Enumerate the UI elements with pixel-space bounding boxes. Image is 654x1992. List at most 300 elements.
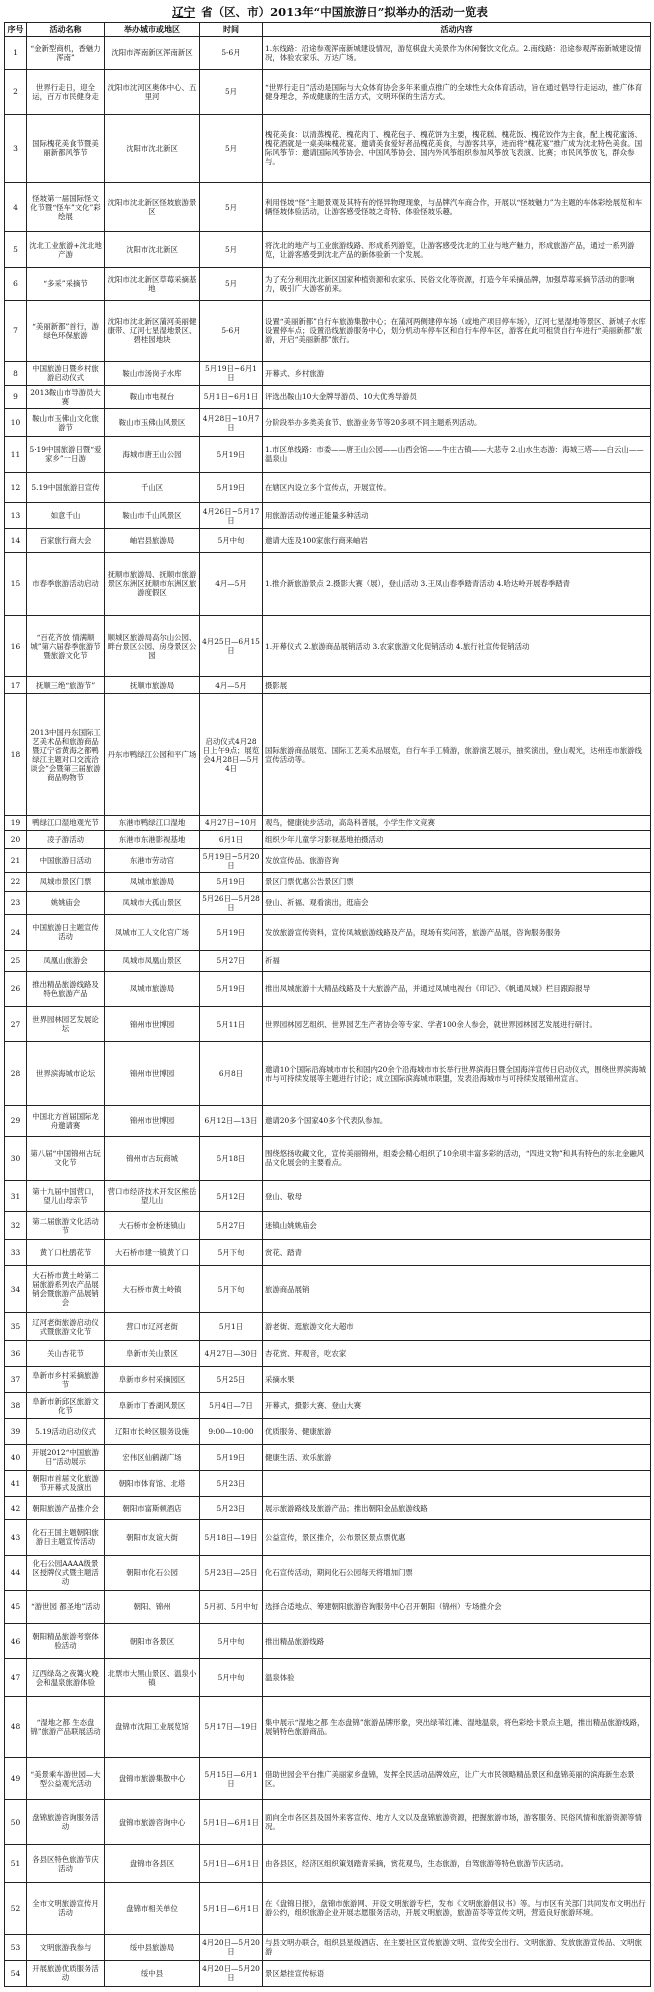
cell-city: 抚顺市旅游局: [105, 677, 200, 693]
cell-content: 温泉体验: [263, 1659, 651, 1697]
table-row: [5, 915, 651, 950]
cell-content: [263, 1470, 651, 1496]
cell-no: 14: [5, 529, 27, 553]
cell-time: 5月19日: [200, 1444, 263, 1470]
cell-no: 41: [5, 1470, 27, 1496]
cell-city: 朝阳市富斯顿酒店: [105, 1496, 200, 1520]
cell-activity-name: “百花齐放 情满顺城”第六届春季旅游节暨旅游文化节: [27, 616, 105, 677]
cell-time: 5月23日: [200, 1470, 263, 1496]
cell-activity-name: 关山杏花节: [27, 1341, 105, 1367]
cell-no: 50: [5, 1800, 27, 1845]
cell-time: 5月: [200, 114, 263, 182]
cell-activity-name: 怪坡第一届国际怪文化节暨“怪车”文化”彩绘展: [27, 183, 105, 232]
cell-no: 16: [5, 616, 27, 677]
cell-activity-name: 第十九届中国营口，望儿山母亲节: [27, 1181, 105, 1212]
cell-time: 5月19日~6月1日: [200, 361, 263, 385]
cell-time: 5月: [200, 183, 263, 232]
table-row: [5, 1211, 651, 1239]
cell-time: 4月—5月: [200, 677, 263, 693]
cell-activity-name: 凌子游活动: [27, 830, 105, 849]
table-row: [5, 950, 651, 971]
cell-activity-name: 大石桥市黄土岭第二届旅游系列农产品展销会暨旅游产品展销会: [27, 1266, 105, 1313]
cell-time: 5月19日: [200, 437, 263, 472]
cell-city: 鞍山市电视台: [105, 385, 200, 409]
table-row: [5, 300, 651, 361]
cell-no: 9: [5, 385, 27, 409]
cell-content: 摄影展: [263, 677, 651, 693]
cell-time: 5月18日: [200, 1136, 263, 1181]
cell-city: 凤城市旅游局: [105, 971, 200, 1006]
cell-activity-name: 开展2012“中国旅游日”活动展示: [27, 1444, 105, 1470]
cell-activity-name: 国际槐花美食节暨美丽新都风筝节: [27, 114, 105, 182]
cell-city: 盘锦市各县区: [105, 1845, 200, 1883]
cell-content: 1.推介新旅游景点 2.摄影大赛（展），登山活动 3.王凤山春季踏青活动 4.哈达岭开展春季踏青: [263, 552, 651, 616]
cell-activity-name: 各县区特色旅游节庆活动: [27, 1845, 105, 1883]
cell-activity-name: 中国旅游日主题宣传活动: [27, 915, 105, 950]
cell-no: 10: [5, 409, 27, 437]
cell-content: 景区悬挂宣传标语: [263, 1960, 651, 1986]
table-row: [5, 183, 651, 232]
cell-activity-name: 阜新市乡村采摘旅游节: [27, 1367, 105, 1393]
cell-content: 登山、敬母: [263, 1181, 651, 1212]
table-row: [5, 1520, 651, 1555]
cell-activity-name: 抚顺三绝“旅游节”: [27, 677, 105, 693]
cell-activity-name: 沈北工业旅游+沈北地产游: [27, 232, 105, 267]
cell-content: 邀请20多个国家40多个代表队参加。: [263, 1105, 651, 1136]
cell-time: 5月26日—5月28日: [200, 891, 263, 915]
cell-activity-name: “美景乘车游世园—大型公益观光活动: [27, 1758, 105, 1800]
table-row: [5, 677, 651, 693]
cell-time: 5月23日: [200, 1496, 263, 1520]
cell-content: 1.开幕仪式 2.旅游商品展销活动 3.农家旅游文化促销活动 4.旅行社宣传促销活动: [263, 616, 651, 677]
cell-city: 朝阳市友谊大街: [105, 1520, 200, 1555]
cell-city: 顺城区旅游局高尔山公园、畔台景区公园、房身景区公园: [105, 616, 200, 677]
cell-city: 沈阳市沈北新区草莓采摘基地: [105, 267, 200, 300]
table-row: [5, 1800, 651, 1845]
cell-time: 5月下旬: [200, 1266, 263, 1313]
cell-content: 公益宣传，景区推介，公布景区景点票优惠: [263, 1520, 651, 1555]
cell-activity-name: “美丽新都”首行，游绿色环保旅游: [27, 300, 105, 361]
cell-no: 37: [5, 1367, 27, 1393]
cell-content: 由各县区，经济区组织策划踏青采摘，赏花观鸟，生态旅游，自驾旅游等特色旅游节庆活动。: [263, 1845, 651, 1883]
cell-no: 27: [5, 1007, 27, 1042]
cell-content: 健康生活、欢乐旅游: [263, 1444, 651, 1470]
cell-content: 围绕悠扬收藏文化，宣传美丽锦州，组委会精心组织了10余项丰富多彩的活动，“四进文物”和具有特色的东北金融风品文化展会的主要看点。: [263, 1136, 651, 1181]
cell-content: 杏花赏、拜观音，吃农家: [263, 1341, 651, 1367]
cell-city: 大石桥市金桥迷镇山: [105, 1211, 200, 1239]
cell-activity-name: 化石公园AAAA级景区授牌仪式暨主题活动: [27, 1555, 105, 1590]
cell-activity-name: “游世园 都圣地”活动: [27, 1590, 105, 1623]
cell-no: 46: [5, 1623, 27, 1658]
cell-no: 33: [5, 1240, 27, 1266]
cell-no: 11: [5, 437, 27, 472]
cell-content: 发放宣传品、旅游咨询: [263, 849, 651, 873]
table-row: [5, 1882, 651, 1934]
cell-city: 海城市唐王山公园: [105, 437, 200, 472]
cell-activity-name: 中国北方首届国际龙舟邀请赛: [27, 1105, 105, 1136]
cell-no: 1: [5, 37, 27, 70]
table-row: [5, 1393, 651, 1419]
cell-content: 评选出鞍山10大金牌导游员、10大优秀导游员: [263, 385, 651, 409]
cell-no: 36: [5, 1341, 27, 1367]
cell-content: 邀请10个国际沿海城市市长和国内20余个沿海城市市长举行世界滨海日暨全国海洋宣传日启动仪式，围绕世界滨海城市与可持续发展等主题进行讨论；成立国际滨海城市联盟，发表沿海城市与可持续发展锦州宣言。: [263, 1042, 651, 1106]
cell-no: 29: [5, 1105, 27, 1136]
cell-city: 锦州市古玩商城: [105, 1136, 200, 1181]
title-text: 省（区、市）2013年“中国旅游日”拟举办的活动一览表: [201, 5, 488, 19]
table-row: [5, 37, 651, 70]
cell-time: 6月12日—13日: [200, 1105, 263, 1136]
table-row: [5, 1444, 651, 1470]
cell-city: 抚顺市旅游局、抚顺市旅游景区东洲区抚顺市东洲区旅游度假区: [105, 552, 200, 616]
cell-time: 5月12日: [200, 1181, 263, 1212]
cell-activity-name: 凤凰山旅游会: [27, 950, 105, 971]
table-row: [5, 529, 651, 553]
cell-city: 绥中县: [105, 1960, 200, 1986]
cell-time: 5月17日—19日: [200, 1696, 263, 1757]
cell-city: 大石桥市建一镇黄丫口: [105, 1240, 200, 1266]
table-row: [5, 267, 651, 300]
cell-content: 用旅游活动传递正能量多种活动: [263, 503, 651, 529]
cell-activity-name: 盘锦旅游咨询服务活动: [27, 1800, 105, 1845]
cell-city: 鞍山市汤岗子水库: [105, 361, 200, 385]
cell-activity-name: 朝阳市首届文化旅游节开幕式及演出: [27, 1470, 105, 1496]
cell-no: 38: [5, 1393, 27, 1419]
cell-activity-name: 阜新市新邱区旅游文化节: [27, 1393, 105, 1419]
cell-city: 东港市东港影视基地: [105, 830, 200, 849]
table-row: [5, 1367, 651, 1393]
cell-city: 沈阳市沈北新区怪坡旅游景区: [105, 183, 200, 232]
cell-content: 游老街、逛旅游文化大超市: [263, 1313, 651, 1341]
cell-no: 26: [5, 971, 27, 1006]
cell-activity-name: 如意千山: [27, 503, 105, 529]
cell-time: 4月28日~10月7日: [200, 409, 263, 437]
cell-content: 推出精品旅游线路: [263, 1623, 651, 1658]
cell-no: 35: [5, 1313, 27, 1341]
cell-city: 盘锦市沈阳工业展览馆: [105, 1696, 200, 1757]
cell-content: 世界园林园艺组织、世界园艺生产者协会等专家、学者100余人参会，就世界园林园艺发展进行研讨。: [263, 1007, 651, 1042]
cell-activity-name: 第八届“中国锦州古玩文化节: [27, 1136, 105, 1181]
cell-no: 18: [5, 693, 27, 815]
cell-content: 为了充分利用沈北新区国家种植资源和农家乐、民俗文化等资源，打造今年采摘品牌，加强草莓采摘节活动的影响力，吸引广大游客前来。: [263, 267, 651, 300]
cell-activity-name: 世界园林园艺发展论坛: [27, 1007, 105, 1042]
cell-no: 44: [5, 1555, 27, 1590]
cell-content: 面向全市各区县及国外来客宣传、地方人文以及盘锦旅游资源，把握旅游市场，游客服务、民俗风情和旅游资源等情况。: [263, 1800, 651, 1845]
table-row: [5, 1960, 651, 1986]
cell-content: “世界行走日”活动是国际与大众体育协会多年来重点推广的全球性大众体育活动，旨在通过倡导行走运动，推广体育健身理念，养成健康的生活方式，文明环保的生活方式。: [263, 69, 651, 114]
header-time: 时间: [200, 23, 263, 37]
cell-city: 沈阳市沈河区奥体中心、五里河: [105, 69, 200, 114]
cell-time: 4月26日~5月17日: [200, 503, 263, 529]
cell-no: 8: [5, 361, 27, 385]
cell-time: 5月27日: [200, 950, 263, 971]
cell-no: 51: [5, 1845, 27, 1883]
cell-city: 盘锦市旅游集散中心: [105, 1758, 200, 1800]
header-activity-name: 活动名称: [27, 23, 105, 37]
cell-activity-name: 鸭绿江口湿地观光节: [27, 816, 105, 830]
cell-time: 5月1日: [200, 1313, 263, 1341]
province-name: 辽宁: [172, 5, 196, 19]
cell-no: 48: [5, 1696, 27, 1757]
table-row: [5, 1934, 651, 1960]
table-row: [5, 1240, 651, 1266]
cell-time: 5月: [200, 69, 263, 114]
cell-city: 盘锦市相关单位: [105, 1882, 200, 1934]
cell-no: 24: [5, 915, 27, 950]
table-row: [5, 361, 651, 385]
cell-activity-name: 中国旅游日暨乡村旅游启动仪式: [27, 361, 105, 385]
cell-time: 4月—5月: [200, 552, 263, 616]
cell-activity-name: 鞍山市玉佛山文化旅游节: [27, 409, 105, 437]
cell-city: 鞍山市千山风景区: [105, 503, 200, 529]
page-title: [0, 3, 654, 21]
table-row: [5, 1496, 651, 1520]
table-row: [5, 1266, 651, 1313]
cell-time: 5-6月: [200, 300, 263, 361]
cell-no: 54: [5, 1960, 27, 1986]
cell-city: 营口市辽河老街: [105, 1313, 200, 1341]
cell-content: 观鸟，健康徒步活动，高岛科普展，小学生作文竞赛: [263, 816, 651, 830]
cell-no: 17: [5, 677, 27, 693]
cell-time: 5月11日: [200, 1007, 263, 1042]
cell-activity-name: 姚姚庙会: [27, 891, 105, 915]
table-row: [5, 830, 651, 849]
cell-activity-name: 凤城市景区门票: [27, 872, 105, 891]
cell-time: 5月: [200, 267, 263, 300]
table-row: [5, 232, 651, 267]
cell-content: 登山、祈福、观看演出，逛庙会: [263, 891, 651, 915]
cell-time: 5月19日: [200, 915, 263, 950]
cell-activity-name: “金新型商机，香魅力浑南”: [27, 37, 105, 70]
cell-city: 东港市劳动官: [105, 849, 200, 873]
cell-no: 2: [5, 69, 27, 114]
cell-activity-name: 推出精品旅游线路及特色旅游产品: [27, 971, 105, 1006]
header-no: 序号: [5, 23, 27, 37]
cell-time: 启动仪式4月28日上午9点；展览会4月28日—5月4日: [200, 693, 263, 815]
cell-no: 5: [5, 232, 27, 267]
cell-city: 大石桥市黄土岭镇: [105, 1266, 200, 1313]
cell-content: 选择合适地点、筹建朝阳旅游咨询服务中心召开朝阳（锦州）专场推介会: [263, 1590, 651, 1623]
cell-time: 5月23日—25日: [200, 1555, 263, 1590]
cell-city: 东港市鸭绿江口湿地: [105, 816, 200, 830]
cell-activity-name: 全市文明旅游宣传月活动: [27, 1882, 105, 1934]
table-row: [5, 1470, 651, 1496]
cell-city: 朝阳市化石公园: [105, 1555, 200, 1590]
cell-city: 鞍山市玉佛山风景区: [105, 409, 200, 437]
cell-time: 5月中旬: [200, 529, 263, 553]
cell-activity-name: 5.19中国旅游日宣传: [27, 472, 105, 503]
cell-city: 锦州市世博园: [105, 1007, 200, 1042]
cell-time: 5月1日~6月1日: [200, 385, 263, 409]
cell-activity-name: 2013鞍山市导游员大赛: [27, 385, 105, 409]
table-row: [5, 616, 651, 677]
cell-time: 4月27日~10月: [200, 816, 263, 830]
cell-activity-name: “多采”采摘节: [27, 267, 105, 300]
table-row: [5, 114, 651, 182]
cell-no: 32: [5, 1211, 27, 1239]
header-city: 举办城市或地区: [105, 23, 200, 37]
cell-activity-name: 世界滨海城市论坛: [27, 1042, 105, 1106]
cell-time: 4月20日—5月20日: [200, 1934, 263, 1960]
cell-no: 49: [5, 1758, 27, 1800]
cell-content: 开幕式、乡村旅游: [263, 361, 651, 385]
cell-content: 1.市区单线路：市委——唐王山公园——山西会馆——牛庄古镇——大悲寺 2.山水生态游：海城三塔——白云山——温泉山: [263, 437, 651, 472]
cell-activity-name: 辽河老街旅游启动仪式暨旅游文化节: [27, 1313, 105, 1341]
table-row: [5, 472, 651, 503]
cell-time: 5月19日: [200, 872, 263, 891]
cell-content: 旅游商品展销: [263, 1266, 651, 1313]
table-row: [5, 385, 651, 409]
cell-city: 锦州市世博园: [105, 1105, 200, 1136]
cell-city: 千山区: [105, 472, 200, 503]
table-row: [5, 69, 651, 114]
cell-content: 集中展示“湿地之都 生态盘锦”旅游品牌形象，突出绿苇红滩、湿地温泉，将色彩绘卡景点主题，推出精品旅游线路，展销特色旅游商品。: [263, 1696, 651, 1757]
cell-time: 5月初、5月中旬: [200, 1590, 263, 1623]
cell-no: 34: [5, 1266, 27, 1313]
cell-activity-name: 朝阳精品旅游考察体验活动: [27, 1623, 105, 1658]
cell-content: 赏花、踏青: [263, 1240, 651, 1266]
table-row: [5, 891, 651, 915]
cell-no: 30: [5, 1136, 27, 1181]
cell-activity-name: 开展旅游优质服务活动: [27, 1960, 105, 1986]
cell-activity-name: 化石王国主题朝阳旅游日主题宣传活动: [27, 1520, 105, 1555]
cell-content: 迷镇山姚姚庙会: [263, 1211, 651, 1239]
cell-city: 沈阳市沈北新区: [105, 232, 200, 267]
cell-content: 利用怪坡“怪”主题景观及其特有的怪异物理现象，与品牌汽车商合作，开展以“怪坡魅力”为主题的车体彩绘展览和车辆怪坡体验活动，让游客感受怪坡之奇特、体验怪坡乐趣。: [263, 183, 651, 232]
cell-content: 分阶段举办多类美食节、旅游业务节等20多项不同主题系列活动。: [263, 409, 651, 437]
cell-time: 5月1日—6月1日: [200, 1845, 263, 1883]
cell-time: 4月25日—6月15日: [200, 616, 263, 677]
cell-no: 53: [5, 1934, 27, 1960]
cell-no: 3: [5, 114, 27, 182]
table-row: [5, 1758, 651, 1800]
table-row: [5, 503, 651, 529]
table-row: [5, 552, 651, 616]
activity-table: [4, 22, 651, 1987]
cell-content: 邀请大连及100家旅行商来岫岩: [263, 529, 651, 553]
cell-time: 5月19日: [200, 971, 263, 1006]
cell-time: 4月27日—30日: [200, 1341, 263, 1367]
cell-no: 40: [5, 1444, 27, 1470]
cell-content: 景区门票优惠公告景区门票: [263, 872, 651, 891]
table-row: [5, 1555, 651, 1590]
cell-content: 组织少年儿童学习影视基地拍摄活动: [263, 830, 651, 849]
cell-content: 国际旅游商品展览、国际工艺美术品展览，自行车手工骑游，旅游演艺展示，抽奖演出，登山观光，达州连市旅游线宣传活动等。: [263, 693, 651, 815]
cell-city: 岫岩县旅游局: [105, 529, 200, 553]
cell-city: 丹东市鸭绿江公园和平广场: [105, 693, 200, 815]
cell-no: 15: [5, 552, 27, 616]
cell-activity-name: 中国旅游日活动: [27, 849, 105, 873]
cell-content: 发放旅游宣传资料，宣传凤城旅游线路及产品，现场有奖问答，旅游产品展，咨询服务服务: [263, 915, 651, 950]
cell-content: 优质服务、健康旅游: [263, 1419, 651, 1445]
table-row: [5, 1623, 651, 1658]
cell-city: 宏伟区仙鹤湖广场: [105, 1444, 200, 1470]
cell-time: 6月1日: [200, 830, 263, 849]
cell-city: 阜新市关山景区: [105, 1341, 200, 1367]
cell-city: 凤城市凤凰山景区: [105, 950, 200, 971]
header-content: 活动内容: [263, 23, 651, 37]
cell-content: 槐花美食：以清蒸槐花、槐花肉丁、槐花包子、槐花饼为主要，槐花糕、槐花饭、槐花饺作为主食，配上槐花蜜汤、槐花酒就是一桌美味槐花宴。邀请美食爱好者品槐花美食，与游客共享，进而将“槐花宴”推广成为沈北特色美食。国际风筝节：邀请国际风筝协会、中国风筝协会、国内外风筝组织参加风筝放飞表演、比赛；市民风筝放飞，群众参与。: [263, 114, 651, 182]
cell-time: 5月27日: [200, 1211, 263, 1239]
cell-no: 31: [5, 1181, 27, 1212]
cell-activity-name: “湿地之都 生态盘锦”旅游产品联展活动: [27, 1696, 105, 1757]
cell-time: 4月20日—5月20日: [200, 1960, 263, 1986]
cell-content: 设置“美丽新都”自行车旅游集散中心；在蒲河两侧建停车场（或地产项目停车场），辽河七星湿地等景区、新城子水库设置停车点；设置沿线旅游服务中心，划分机动车停车区和自行车停车区，游客在此可租赁自行车进行“美丽新都”旅游，开启“美丽新都”旅行。: [263, 300, 651, 361]
cell-city: 朝阳、锦州: [105, 1590, 200, 1623]
cell-activity-name: 5.19活动启动仪式: [27, 1419, 105, 1445]
cell-content: 开幕式，摄影大赛、登山大赛: [263, 1393, 651, 1419]
cell-activity-name: 5·19中国旅游日暨“爱家乡”一日游: [27, 437, 105, 472]
cell-city: 绥中县旅游局: [105, 1934, 200, 1960]
cell-time: 5月25日: [200, 1367, 263, 1393]
cell-activity-name: 辽西绿岛之夜篝火晚会和温泉旅游体验: [27, 1659, 105, 1697]
cell-time: 5-6月: [200, 37, 263, 70]
cell-no: 4: [5, 183, 27, 232]
cell-no: 20: [5, 830, 27, 849]
cell-city: 沈阳市浑南新区浑南新区: [105, 37, 200, 70]
cell-city: 沈阳市沈北新区: [105, 114, 200, 182]
cell-city: 沈阳市沈北新区蒲河美丽健康带、辽河七星湿地景区、碧桂园地块: [105, 300, 200, 361]
cell-city: 凤城市旅游局: [105, 872, 200, 891]
cell-no: 43: [5, 1520, 27, 1555]
cell-city: 阜新市乡村采摘园区: [105, 1367, 200, 1393]
table-row: [5, 872, 651, 891]
table-row: [5, 437, 651, 472]
table-row: [5, 816, 651, 830]
cell-time: 5月1日—6月1日: [200, 1882, 263, 1934]
cell-time: 5月1日—6月1日: [200, 1800, 263, 1845]
cell-city: 营口市经济技术开发区熊岳望儿山: [105, 1181, 200, 1212]
cell-time: 5月下旬: [200, 1240, 263, 1266]
cell-activity-name: 2013中国丹东国际工艺美术品和旅游商品暨辽宁省黄海之都鸭绿江主题对口交流洽谈会”会暨第三届旅游商品购物节: [27, 693, 105, 815]
table-row: [5, 1136, 651, 1181]
table-row: [5, 1042, 651, 1106]
cell-activity-name: 朝阳旅游产品推介会: [27, 1496, 105, 1520]
cell-content: 在辖区内设立多个宣传点，开展宣传。: [263, 472, 651, 503]
cell-no: 47: [5, 1659, 27, 1697]
cell-content: 推出凤城旅游十大精品线路及十大旅游产品，并通过凤城电视台《印记》、《帆通凤城》栏目跟踪报导: [263, 971, 651, 1006]
cell-time: 5月中旬: [200, 1623, 263, 1658]
cell-no: 42: [5, 1496, 27, 1520]
cell-no: 22: [5, 872, 27, 891]
cell-no: 13: [5, 503, 27, 529]
cell-city: 锦州市世博园: [105, 1042, 200, 1106]
cell-time: 6月8日: [200, 1042, 263, 1106]
cell-city: 辽阳市长岭区服务设施: [105, 1419, 200, 1445]
cell-no: 23: [5, 891, 27, 915]
cell-no: 7: [5, 300, 27, 361]
cell-no: 28: [5, 1042, 27, 1106]
cell-time: 5月18日—19日: [200, 1520, 263, 1555]
cell-time: 9:00—10:00: [200, 1419, 263, 1445]
cell-city: 朝阳市体育馆、北塔: [105, 1470, 200, 1496]
cell-activity-name: 市春季旅游活动启动: [27, 552, 105, 616]
cell-no: 45: [5, 1590, 27, 1623]
table-row: [5, 1313, 651, 1341]
cell-no: 39: [5, 1419, 27, 1445]
cell-time: 5月中旬: [200, 1659, 263, 1697]
table-row: [5, 409, 651, 437]
cell-city: 凤城市工人文化官广场: [105, 915, 200, 950]
cell-city: 阜新市丁香湖风景区: [105, 1393, 200, 1419]
table-row: [5, 1590, 651, 1623]
cell-city: 盘锦市旅游咨询中心: [105, 1800, 200, 1845]
cell-no: 25: [5, 950, 27, 971]
cell-time: 5月15日—6月1日: [200, 1758, 263, 1800]
table-row: [5, 1181, 651, 1212]
table-row: [5, 1105, 651, 1136]
table-row: [5, 1007, 651, 1042]
cell-no: 12: [5, 472, 27, 503]
